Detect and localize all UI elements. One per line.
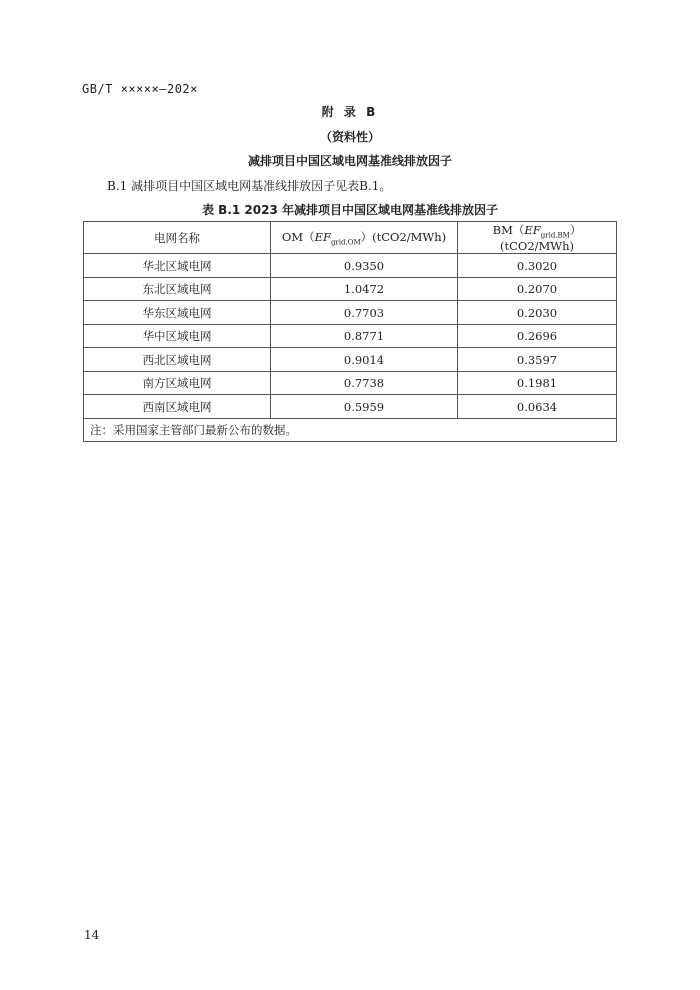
table-row — [84, 395, 617, 419]
emission-factor-table — [83, 221, 617, 442]
page-number: 14 — [84, 928, 100, 942]
cell-bm: 0.0634 — [458, 395, 617, 419]
cell-grid: 西北区域电网 — [84, 348, 271, 372]
cell-grid: 华中区域电网 — [84, 324, 271, 348]
table-row — [84, 348, 617, 372]
cell-om: 0.5959 — [271, 395, 458, 419]
table-row — [84, 277, 617, 301]
table-row — [84, 254, 617, 278]
cell-om: 0.9350 — [271, 254, 458, 278]
cell-om: 0.7703 — [271, 301, 458, 325]
cell-grid: 南方区域电网 — [84, 371, 271, 395]
cell-bm: 0.3020 — [458, 254, 617, 278]
table-row — [84, 301, 617, 325]
cell-om: 1.0472 — [271, 277, 458, 301]
standard-code: GB/T ×××××—202× — [82, 82, 198, 96]
cell-om: 0.8771 — [271, 324, 458, 348]
table-header-row — [84, 222, 617, 254]
appendix-label: 附 录 B — [321, 105, 379, 119]
table-note-row — [84, 418, 617, 442]
header-om: $OM(EF_{grid,OM})(tCO2/MWh)$ — [271, 222, 458, 254]
cell-grid: 华北区域电网 — [84, 254, 271, 278]
table-row — [84, 324, 617, 348]
appendix-nature: （资料性） — [319, 130, 380, 144]
cell-grid: 西南区域电网 — [84, 395, 271, 419]
table-caption: 表 B.1 2023 年减排项目中国区域电网基准线排放因子 — [202, 203, 498, 217]
cell-bm: 0.2030 — [458, 301, 617, 325]
header-grid-name: 电网名称 — [84, 222, 271, 254]
intro-paragraph: B.1 减排项目中国区域电网基准线排放因子见表B.1。 — [107, 179, 392, 193]
appendix-title: 减排项目中国区域电网基准线排放因子 — [247, 154, 452, 168]
cell-om: 0.9014 — [271, 348, 458, 372]
table-row — [84, 371, 617, 395]
cell-bm: 0.1981 — [458, 371, 617, 395]
cell-bm: 0.3597 — [458, 348, 617, 372]
cell-om: 0.7738 — [271, 371, 458, 395]
cell-bm: 0.2070 — [458, 277, 617, 301]
cell-grid: 东北区域电网 — [84, 277, 271, 301]
cell-bm: 0.2696 — [458, 324, 617, 348]
table-note: 注：采用国家主管部门最新公布的数据。 — [84, 418, 617, 442]
cell-grid: 华东区域电网 — [84, 301, 271, 325]
table-body — [84, 254, 617, 442]
header-bm: $BM(EF_{grid,BM})(tCO2/MWh)$ — [458, 222, 617, 254]
